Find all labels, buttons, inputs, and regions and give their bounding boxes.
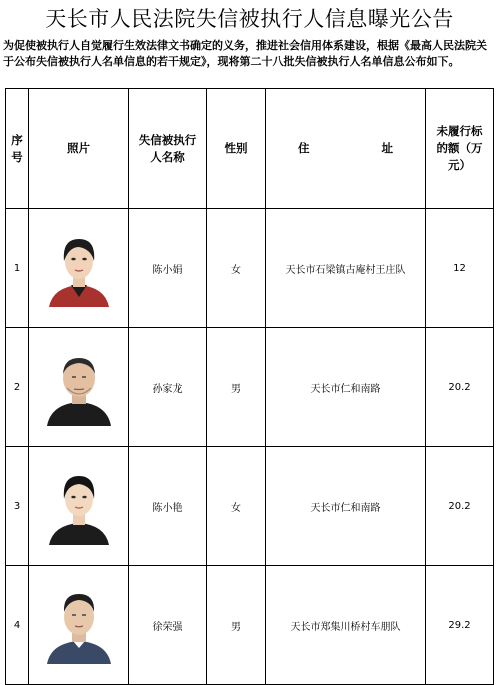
header-address: [266, 89, 426, 209]
row-name: 徐荣强: [129, 566, 207, 685]
row-address: 天长市郑集川桥村车朋队: [266, 566, 426, 685]
table-row: [6, 566, 494, 685]
header-index: 序号: [6, 89, 29, 209]
row-amount: 12: [426, 209, 494, 328]
row-address: 天长市仁和南路: [266, 447, 426, 566]
row-index: 3: [6, 447, 29, 566]
photo-cell: [29, 328, 129, 447]
row-address: 天长市仁和南路: [266, 328, 426, 447]
row-amount: 20.2: [426, 328, 494, 447]
row-gender: 男: [207, 566, 266, 685]
notice-intro: 为促使被执行人自觉履行生效法律文书确定的义务，推进社会信用体系建设，根据《最高人民法院关于公布失信被执行人名单信息的若干规定》，现将第二十八批失信被执行人名单信息公布如下。: [3, 39, 487, 68]
table-row: [6, 447, 494, 566]
row-name: 孙家龙: [129, 328, 207, 447]
notice-title: 天长市人民法院失信被执行人信息曝光公告: [45, 7, 454, 31]
photo-cell: [29, 447, 129, 566]
header-name: 失信被执行人名称: [129, 89, 207, 209]
header-amount: 未履行标的额（万元）: [426, 89, 494, 209]
header-photo: 照片: [29, 89, 129, 209]
header-address-right: 址: [381, 141, 393, 155]
photo-cell: [29, 209, 129, 328]
row-index: 1: [6, 209, 29, 328]
header-address-left: 住: [298, 141, 310, 155]
row-amount: 20.2: [426, 447, 494, 566]
row-gender: 女: [207, 447, 266, 566]
row-name: 陈小艳: [129, 447, 207, 566]
person-photo: [47, 586, 111, 664]
row-name: 陈小娟: [129, 209, 207, 328]
person-photo: [47, 348, 111, 426]
row-gender: 男: [207, 328, 266, 447]
row-index: 2: [6, 328, 29, 447]
row-gender: 女: [207, 209, 266, 328]
row-address: 天长市石梁镇古庵村王庄队: [266, 209, 426, 328]
debtor-table: [5, 88, 494, 685]
table-row: [6, 328, 494, 447]
person-photo: [47, 467, 111, 545]
header-gender: 性别: [207, 89, 266, 209]
table-header-row: [6, 89, 494, 209]
person-photo: [47, 229, 111, 307]
photo-cell: [29, 566, 129, 685]
table-row: [6, 209, 494, 328]
row-amount: 29.2: [426, 566, 494, 685]
row-index: 4: [6, 566, 29, 685]
